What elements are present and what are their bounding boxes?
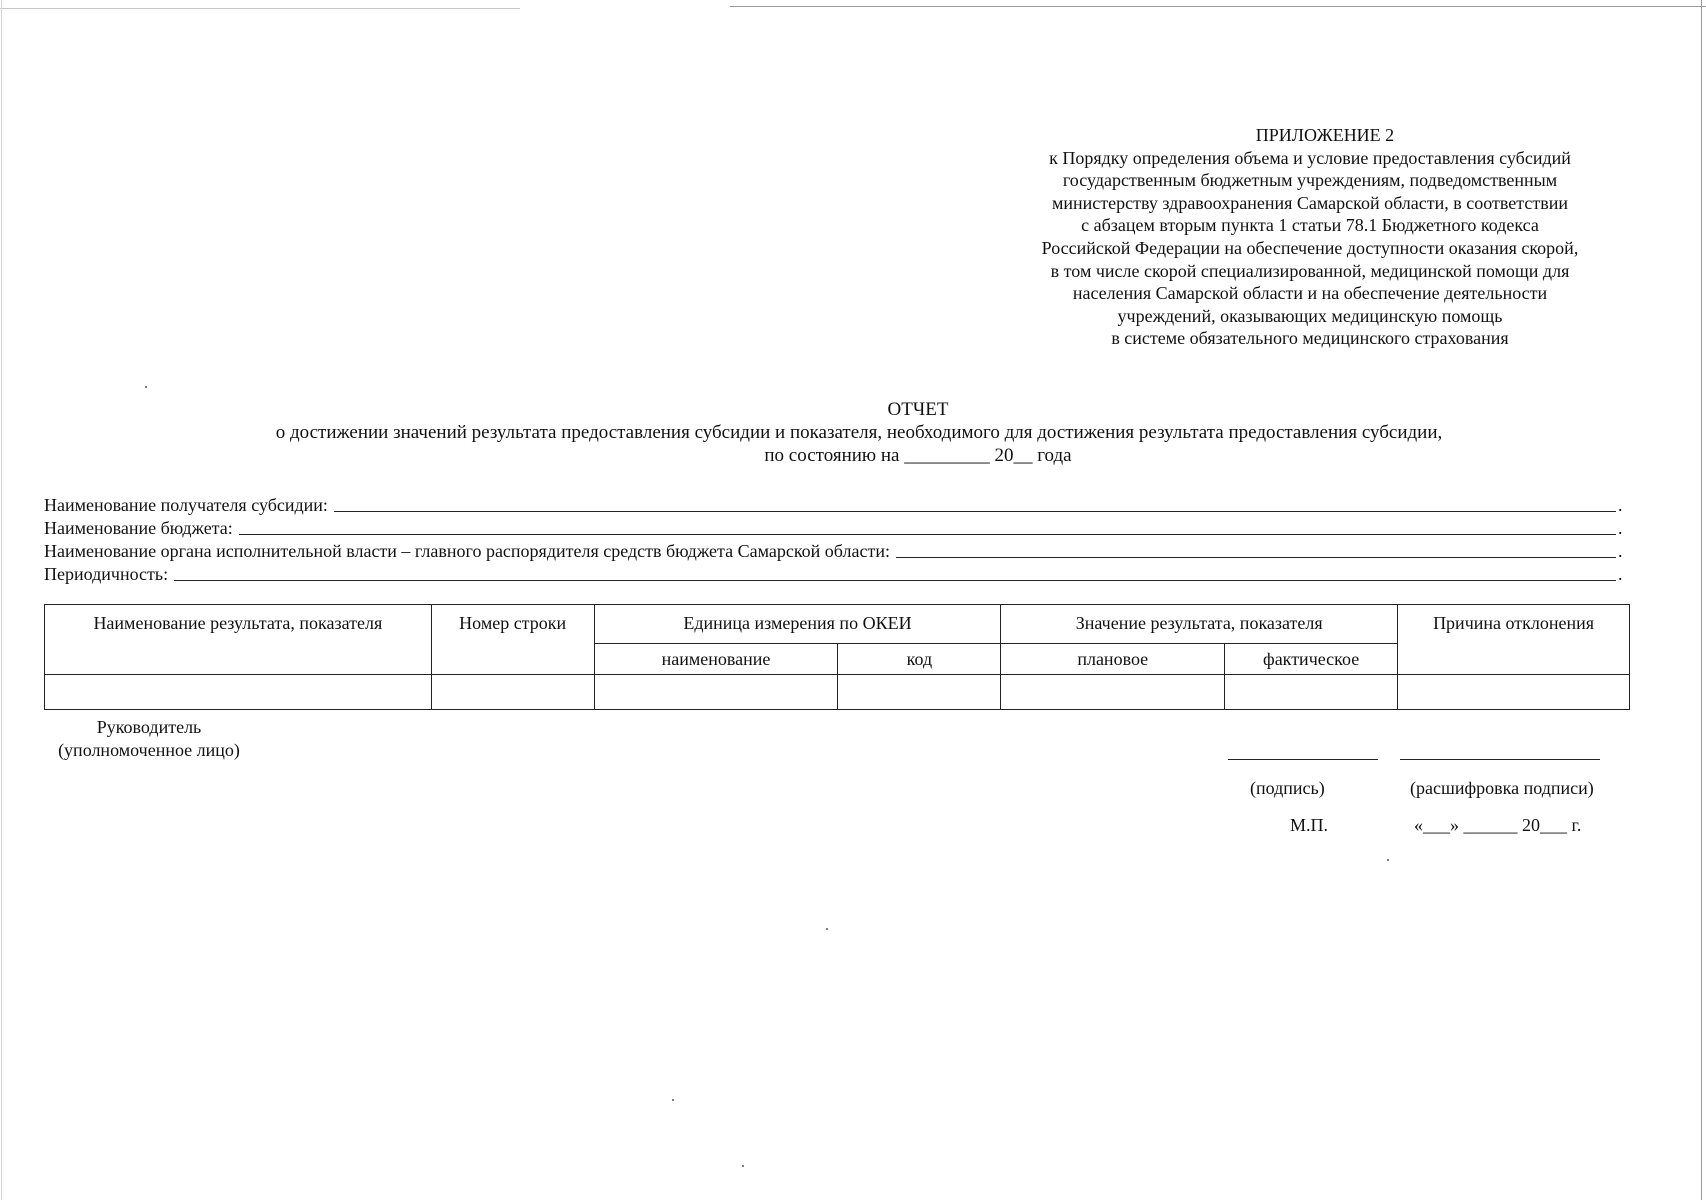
recipient-blank[interactable] [334, 497, 1616, 512]
decoding-caption: (расшифровка подписи) [1410, 778, 1594, 798]
field-label: Наименование получателя субсидии: [44, 495, 328, 515]
field-label: Периодичность: [44, 564, 169, 584]
col-header-unit-code: код [838, 644, 1001, 675]
report-table [44, 604, 1630, 710]
report-title: ОТЧЕТ [887, 399, 949, 420]
signature-date: «___» ______ 20___ г. [1414, 815, 1582, 835]
scan-edge-right [1701, 0, 1702, 1200]
authority-blank[interactable] [896, 543, 1616, 558]
scan-edge-top [730, 6, 1706, 7]
appendix-line: государственным бюджетным учреждениям, подведомственным [1062, 170, 1558, 191]
field-label: Наименование бюджета: [44, 518, 233, 538]
appendix-line: в системе обязательного медицинского страхования [1111, 328, 1509, 349]
signer-block [44, 716, 254, 762]
signer-subtitle: (уполномоченное лицо) [58, 740, 240, 760]
cell-value-actual[interactable] [1225, 675, 1398, 710]
field-recipient: Наименование получателя субсидии: . [44, 495, 1623, 515]
col-header-unit: Единица измерения по ОКЕИ [594, 605, 1001, 644]
scan-speck [742, 1165, 744, 1167]
appendix-block [990, 124, 1630, 350]
budget-blank[interactable] [239, 520, 1616, 535]
signer-title: Руководитель [96, 717, 202, 737]
report-as-of: по состоянию на _________ 20__ года [764, 445, 1072, 466]
report-title-block [0, 398, 1706, 467]
appendix-line: учреждений, оказывающих медицинскую помощь [1117, 305, 1503, 326]
appendix-line: в том числе скорой специализированной, медицинской помощи для [1050, 260, 1570, 281]
col-header-value: Значение результата, показателя [1001, 605, 1398, 644]
col-header-deviation: Причина отклонения [1398, 605, 1630, 675]
field-label: Наименование органа исполнительной власти – главного распорядителя средств бюджета Самарской области: [44, 541, 890, 561]
appendix-line: министерству здравоохранения Самарской области, в соответствии [1052, 192, 1568, 213]
cell-result[interactable] [45, 675, 432, 710]
report-subtitle: о достижении значений результата предоставления субсидии и показателя, необходимого для достижения результата предоставления субсидии, [275, 422, 1443, 443]
field-budget: Наименование бюджета: . [44, 518, 1623, 538]
scan-speck [826, 928, 828, 930]
cell-unit-name[interactable] [594, 675, 838, 710]
field-authority: Наименование органа исполнительной власти – главного распорядителя средств бюджета Самарской области: . [44, 541, 1623, 561]
col-header-row-number: Номер строки [431, 605, 594, 675]
table-row [45, 675, 1630, 710]
col-header-value-actual: фактическое [1225, 644, 1398, 675]
appendix-line: к Порядку определения объема и условие предоставления субсидий [1049, 147, 1571, 168]
scan-speck [145, 386, 147, 388]
scan-speck [672, 1099, 674, 1101]
scan-speck [1387, 859, 1389, 861]
header-fields [44, 493, 1624, 585]
cell-unit-code[interactable] [838, 675, 1001, 710]
stamp-label: М.П. [1290, 815, 1329, 835]
periodicity-blank[interactable] [174, 566, 1616, 581]
signature-caption: (подпись) [1250, 778, 1325, 798]
scan-edge-top-left [0, 8, 520, 9]
scan-edge-left [1, 0, 2, 1200]
cell-value-planned[interactable] [1001, 675, 1225, 710]
cell-deviation[interactable] [1398, 675, 1630, 710]
signature-line[interactable] [1228, 759, 1378, 760]
col-header-unit-name: наименование [594, 644, 838, 675]
field-periodicity: Периодичность: . [44, 564, 1623, 584]
appendix-line: Российской Федерации на обеспечение доступности оказания скорой, [1041, 237, 1579, 258]
col-header-result: Наименование результата, показателя [45, 605, 432, 675]
appendix-line: с абзацем вторым пункта 1 статьи 78.1 Бюджетного кодекса [1081, 215, 1539, 236]
appendix-heading: ПРИЛОЖЕНИЕ 2 [1255, 125, 1395, 145]
col-header-value-planned: плановое [1001, 644, 1225, 675]
signature-decoding-line[interactable] [1400, 759, 1600, 760]
cell-row-number[interactable] [431, 675, 594, 710]
appendix-line: населения Самарской области и на обеспечение деятельности [1072, 283, 1548, 304]
